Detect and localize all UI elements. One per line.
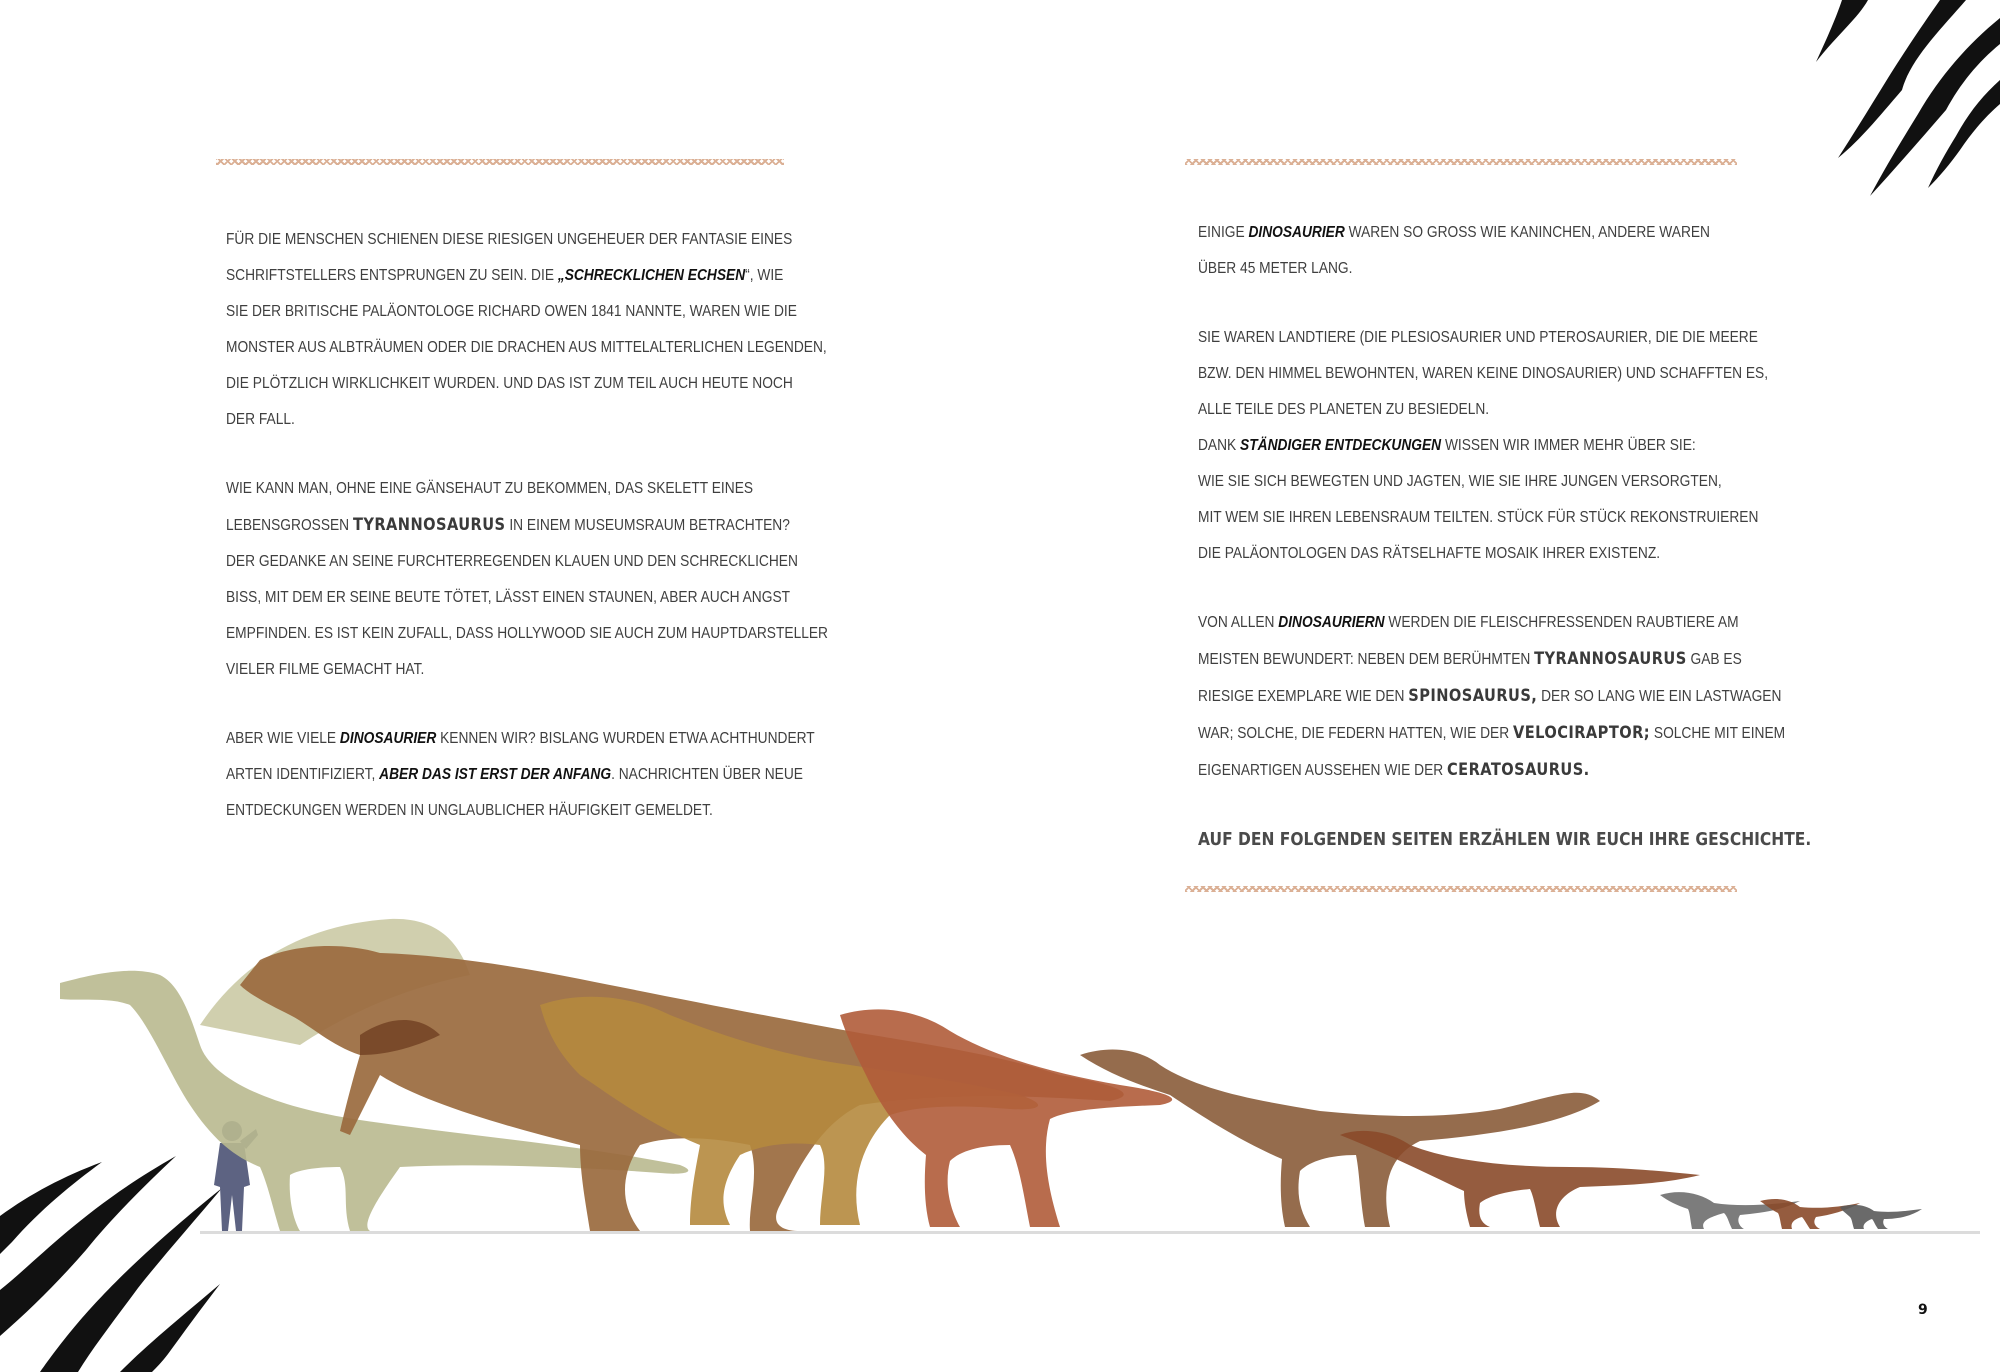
dinosaur-silhouette-icon [1080, 1050, 1600, 1227]
paragraph [1198, 822, 1812, 858]
dinosaur-silhouette-icon [1660, 1192, 1922, 1229]
dinosaur-size-comparison-illustration [60, 905, 1980, 1245]
dinosaur-name: SPINOSAURUS, [1408, 686, 1538, 706]
text-run: EINIGE [1198, 224, 1249, 241]
text-run: KENNEN WIR? BISLANG WURDEN ETWA ACHTHUNDERT [436, 730, 815, 747]
text-run: DANK [1198, 437, 1241, 454]
text-run: WISSEN WIR IMMER MEHR ÜBER SIE: [1441, 437, 1696, 454]
emphasis-text: DINOSAURIER [339, 730, 437, 747]
text-line [226, 757, 803, 793]
text-line [1198, 215, 1748, 251]
paragraph [1198, 605, 1786, 789]
text-line: ÜBER 45 METER LANG. [1198, 260, 1353, 277]
text-run: “, WIE [745, 267, 784, 284]
text-run: WAREN SO GROSS WIE KANINCHEN, ANDERE WAREN [1344, 224, 1710, 241]
right-text-column [1198, 215, 1812, 891]
paragraph [1198, 320, 1769, 572]
text-line [226, 258, 784, 294]
dinosaur-name: CERATOSAURUS. [1447, 760, 1590, 780]
text-line: DIE PALÄONTOLOGEN DAS RÄTSELHAFTE MOSAIK IHRER EXISTENZ. [1198, 545, 1661, 562]
text-run: EIGENARTIGEN AUSSEHEN WIE DER [1198, 762, 1448, 779]
text-line [1198, 428, 1748, 464]
text-run: VON ALLEN [1198, 614, 1279, 631]
dinosaur-name: VELOCIRAPTOR; [1512, 723, 1651, 743]
paragraph [226, 721, 815, 829]
emphasis-text: STÄNDIGER ENTDECKUNGEN [1240, 437, 1442, 454]
text-run: SCHRIFTSTELLERS ENTSPRUNGEN ZU SEIN. DIE [226, 267, 558, 284]
text-line: ENTDECKUNGEN WERDEN IN UNGLAUBLICHER HÄUFIGKEIT GEMELDET. [226, 802, 713, 819]
text-run: DER SO LANG WIE EIN LASTWAGEN [1537, 688, 1782, 705]
left-text-column [226, 222, 828, 862]
text-run: SOLCHE MIT EINEM [1650, 725, 1786, 742]
emphasis-text: DINOSAURIERN [1278, 614, 1385, 631]
dinosaur-name: TYRANNOSAURUS [352, 515, 506, 535]
text-line [1198, 641, 1748, 678]
dinosaur-silhouette-icon [840, 1009, 1172, 1227]
text-line [1198, 752, 1748, 789]
closing-line: AUF DEN FOLGENDEN SEITEN ERZÄHLEN WIR EUCH IHRE GESCHICHTE. [1198, 829, 1812, 850]
text-line: WIE SIE SICH BEWEGTEN UND JAGTEN, WIE SIE IHRE JUNGEN VERSORGTEN, [1198, 473, 1722, 490]
text-line: BISS, MIT DEM ER SEINE BEUTE TÖTET, LÄSST EINEN STAUNEN, ABER AUCH ANGST [226, 589, 791, 606]
text-run: IN EINEM MUSEUMSRAUM BETRACHTEN? [505, 517, 790, 534]
text-line: BZW. DEN HIMMEL BEWOHNTEN, WAREN KEINE DINOSAURIER) UND SCHAFFTEN ES, [1198, 365, 1769, 382]
dinosaur-silhouette-icon [1340, 1131, 1700, 1227]
text-line [1198, 715, 1786, 752]
page-number: 9 [1918, 1302, 1928, 1318]
claw-marks-icon [1790, 0, 2000, 200]
text-run: . NACHRICHTEN ÜBER NEUE [611, 766, 803, 783]
text-line: EMPFINDEN. ES IST KEIN ZUFALL, DASS HOLLYWOOD SIE AUCH ZUM HAUPTDARSTELLER [226, 625, 828, 642]
text-line: DER GEDANKE AN SEINE FURCHTERREGENDEN KLAUEN UND DEN SCHRECKLICHEN [226, 553, 798, 570]
text-line: WIE KANN MAN, OHNE EINE GÄNSEHAUT ZU BEKOMMEN, DAS SKELETT EINES [226, 480, 754, 497]
emphasis-text: DINOSAURIER [1248, 224, 1345, 241]
text-line: SIE WAREN LANDTIERE (DIE PLESIOSAURIER UND PTEROSAURIER, DIE DIE MEERE [1198, 329, 1758, 346]
emphasis-text: ABER DAS IST ERST DER ANFANG [379, 766, 612, 783]
text-run: MEISTEN BEWUNDERT: NEBEN DEM BERÜHMTEN [1198, 651, 1535, 668]
decorative-rule-top-right [1185, 159, 1737, 165]
text-line: FÜR DIE MENSCHEN SCHIENEN DIESE RIESIGEN UNGEHEUER DER FANTASIE EINES [226, 231, 793, 248]
text-line [1198, 605, 1748, 641]
text-line: MONSTER AUS ALBTRÄUMEN ODER DIE DRACHEN AUS MITTELALTERLICHEN LEGENDEN, [226, 339, 827, 356]
text-run: ABER WIE VIELE [226, 730, 340, 747]
text-line [226, 507, 790, 544]
text-run: LEBENSGROSSEN [226, 517, 353, 534]
text-line: DIE PLÖTZLICH WIRKLICHKEIT WURDEN. UND DAS IST ZUM TEIL AUCH HEUTE NOCH [226, 375, 793, 392]
emphasis-text: „SCHRECKLICHEN ECHSEN [557, 267, 746, 284]
decorative-rule-top-left [216, 159, 784, 165]
text-line: VIELER FILME GEMACHT HAT. [226, 661, 425, 678]
text-line: SIE DER BRITISCHE PALÄONTOLOGE RICHARD OWEN 1841 NANNTE, WAREN WIE DIE [226, 303, 797, 320]
text-run: ARTEN IDENTIFIZIERT, [226, 766, 380, 783]
paragraph [1198, 215, 1748, 287]
text-line: ALLE TEILE DES PLANETEN ZU BESIEDELN. [1198, 401, 1490, 418]
paragraph [226, 222, 827, 438]
text-run: GAB ES [1686, 651, 1742, 668]
text-run: WAR; SOLCHE, DIE FEDERN HATTEN, WIE DER [1198, 725, 1513, 742]
text-run: RIESIGE EXEMPLARE WIE DEN [1198, 688, 1409, 705]
text-line [226, 721, 815, 757]
text-line [1198, 678, 1782, 715]
text-run: WERDEN DIE FLEISCHFRESSENDEN RAUBTIERE AM [1384, 614, 1739, 631]
text-line: MIT WEM SIE IHREN LEBENSRAUM TEILTEN. STÜCK FÜR STÜCK REKONSTRUIEREN [1198, 509, 1759, 526]
paragraph [226, 471, 828, 688]
text-line: DER FALL. [226, 411, 295, 428]
dinosaur-name: TYRANNOSAURUS [1534, 649, 1687, 669]
ground-line [200, 1231, 1980, 1234]
